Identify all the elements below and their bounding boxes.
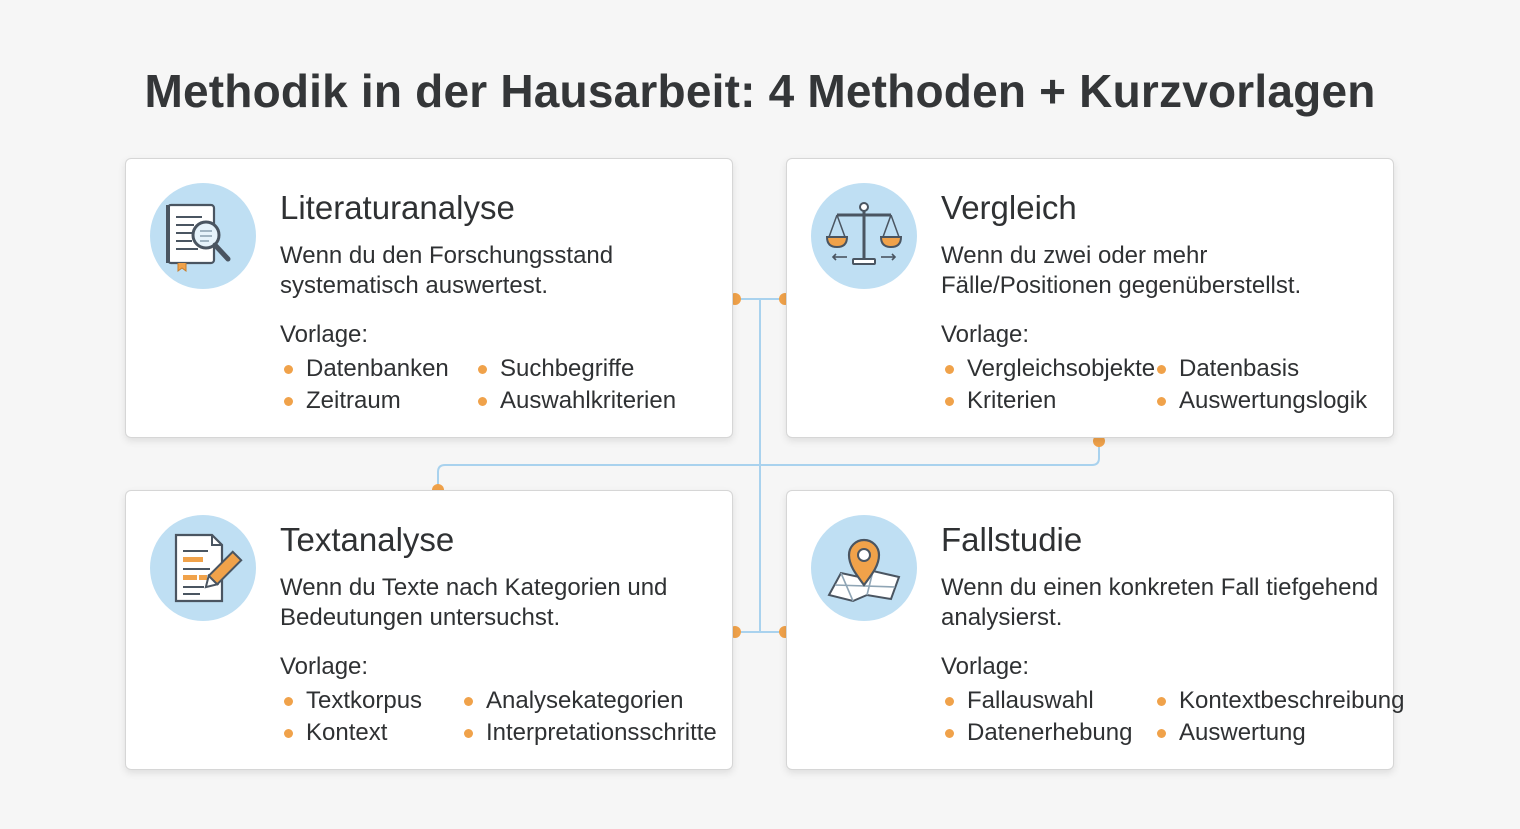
method-card-fallstudie — [786, 490, 1405, 770]
list-item — [1153, 353, 1299, 385]
list-item-label: Analysekategorien — [486, 687, 684, 714]
list-item-label: Textkorpus — [306, 687, 423, 714]
bullet-dot-icon — [1157, 729, 1166, 738]
list-item — [280, 717, 387, 749]
template-list — [280, 353, 730, 423]
list-item — [941, 353, 1155, 385]
list-item — [280, 685, 422, 717]
list-item-label: Auswertungslogik — [1179, 387, 1368, 414]
map-pin-icon — [811, 515, 917, 621]
card-description: Wenn du einen konkreten Fall tiefgehend analysierst. — [941, 574, 1379, 631]
list-item — [474, 385, 676, 417]
bullet-dot-icon — [945, 397, 954, 406]
bullet-dot-icon — [284, 365, 293, 374]
list-item-label: Auswertung — [1179, 719, 1306, 746]
text-pencil-icon — [150, 515, 256, 621]
bullet-dot-icon — [284, 729, 293, 738]
connector-cross — [438, 441, 1099, 490]
list-item — [474, 353, 634, 385]
card-title: Textanalyse — [280, 521, 455, 558]
card-description: Wenn du zwei oder mehr Fälle/Positionen gegenüberstellst. — [941, 242, 1302, 299]
bullet-dot-icon — [478, 365, 487, 374]
template-list — [280, 685, 730, 755]
list-item — [941, 685, 1094, 717]
list-item — [941, 385, 1056, 417]
list-item-label: Datenbasis — [1179, 355, 1300, 382]
document-magnifier-icon — [150, 183, 256, 289]
list-item — [280, 385, 401, 417]
template-label: Vorlage: — [280, 653, 369, 680]
list-item — [1153, 385, 1367, 417]
list-item-label: Auswahlkriterien — [500, 387, 677, 414]
bullet-dot-icon — [1157, 697, 1166, 706]
list-item — [460, 717, 717, 749]
card-title: Literaturanalyse — [280, 189, 515, 226]
list-item-label: Kontextbeschreibung — [1179, 687, 1405, 714]
list-item-label: Datenbanken — [306, 355, 449, 382]
page-title: Methodik in der Hausarbeit: 4 Methoden + Kurzvorlagen — [144, 65, 1376, 117]
bullet-dot-icon — [464, 729, 473, 738]
list-item-label: Suchbegriffe — [500, 355, 635, 382]
template-list — [941, 353, 1391, 423]
bullet-dot-icon — [945, 697, 954, 706]
template-label: Vorlage: — [280, 321, 369, 348]
list-item — [460, 685, 683, 717]
card-description: Wenn du Texte nach Kategorien und Bedeutungen untersuchst. — [280, 574, 668, 631]
card-title: Fallstudie — [941, 521, 1083, 558]
list-item — [1153, 685, 1405, 717]
method-card-textanalyse — [125, 490, 733, 770]
bullet-dot-icon — [1157, 397, 1166, 406]
balance-scale-icon — [811, 183, 917, 289]
bullet-dot-icon — [464, 697, 473, 706]
bullet-dot-icon — [284, 397, 293, 406]
method-card-literaturanalyse — [125, 158, 733, 438]
bullet-dot-icon — [284, 697, 293, 706]
card-title: Vergleich — [941, 189, 1077, 226]
method-card-vergleich — [786, 158, 1394, 438]
template-label: Vorlage: — [941, 321, 1030, 348]
list-item-label: Kontext — [306, 719, 388, 746]
list-item — [280, 353, 449, 385]
list-item-label: Fallauswahl — [967, 687, 1094, 714]
list-item — [1153, 717, 1306, 749]
bullet-dot-icon — [1157, 365, 1166, 374]
template-list — [941, 685, 1405, 755]
list-item-label: Datenerhebung — [967, 719, 1133, 746]
bullet-dot-icon — [945, 729, 954, 738]
list-item-label: Interpretationsschritte — [486, 719, 717, 746]
card-description: Wenn du den Forschungsstand systematisch auswertest. — [280, 242, 614, 299]
list-item-label: Kriterien — [967, 387, 1057, 414]
list-item — [941, 717, 1132, 749]
bullet-dot-icon — [945, 365, 954, 374]
bullet-dot-icon — [478, 397, 487, 406]
template-label: Vorlage: — [941, 653, 1030, 680]
list-item-label: Vergleichsobjekte — [967, 355, 1156, 382]
list-item-label: Zeitraum — [306, 387, 401, 414]
